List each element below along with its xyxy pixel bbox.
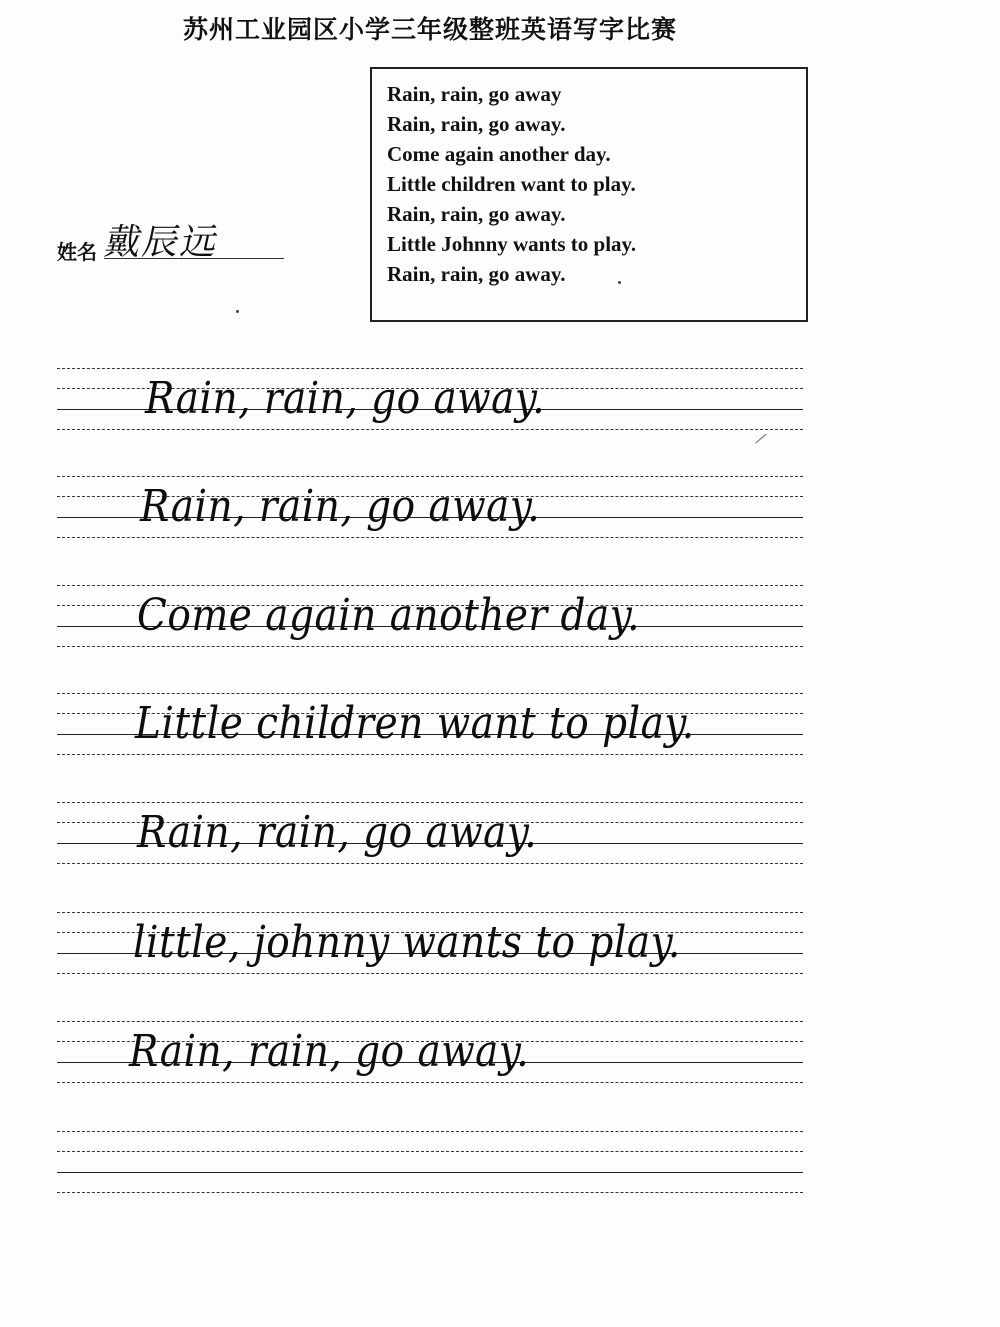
writing-row [57,912,803,978]
stray-pen-mark [755,434,766,444]
name-underline [104,258,284,259]
guide-line-bottom [57,1082,803,1083]
guide-line-bottom [57,537,803,538]
handwritten-line: Come again another day. [137,590,640,642]
writing-row [57,368,803,434]
name-label: 姓名 [57,240,97,264]
model-line: Rain, rain, go away. [387,112,566,136]
guide-line-top [57,476,803,477]
guide-line-top [57,1021,803,1022]
guide-line-bottom [57,646,803,647]
guide-line-top [57,802,803,803]
writing-row [57,802,803,868]
model-line: Little Johnny wants to play. [387,232,637,256]
writing-row [57,476,803,542]
guide-line-top [57,368,803,369]
guide-line-bottom [57,863,803,864]
handwritten-line: Rain, rain, go away. [129,1026,530,1078]
writing-row [57,1021,803,1087]
handwritten-line: Rain, rain, go away. [137,807,538,859]
guide-line-top [57,1131,803,1132]
writing-row [57,1131,803,1197]
guide-line-bottom [57,973,803,974]
handwritten-line: little, johnny wants to play. [133,917,681,969]
model-line: Come again another day. [387,142,611,166]
guide-line-bottom [57,1192,803,1193]
model-text-box [370,67,808,322]
student-name-handwritten: 戴辰远 [101,222,224,263]
model-line: Rain, rain, go away. [387,262,566,286]
handwritten-line: Rain, rain, go away. [140,481,541,533]
guide-line-bottom [57,429,803,430]
handwritten-line: Rain, rain, go away. [145,373,546,425]
guide-line-top [57,912,803,913]
ink-dot [618,281,621,284]
guide-line-top [57,585,803,586]
model-line: Rain, rain, go away [387,82,562,106]
model-line: Rain, rain, go away. [387,202,566,226]
ink-dot [236,310,239,313]
base-line [57,1172,803,1173]
page-title: 苏州工业园区小学三年级整班英语写字比赛 [182,15,677,44]
guide-line-top [57,693,803,694]
handwritten-line: Little children want to play. [135,698,695,750]
writing-row [57,693,803,759]
writing-row [57,585,803,651]
model-line: Little children want to play. [387,172,636,196]
guide-line-bottom [57,754,803,755]
guide-line-upper [57,1151,803,1152]
